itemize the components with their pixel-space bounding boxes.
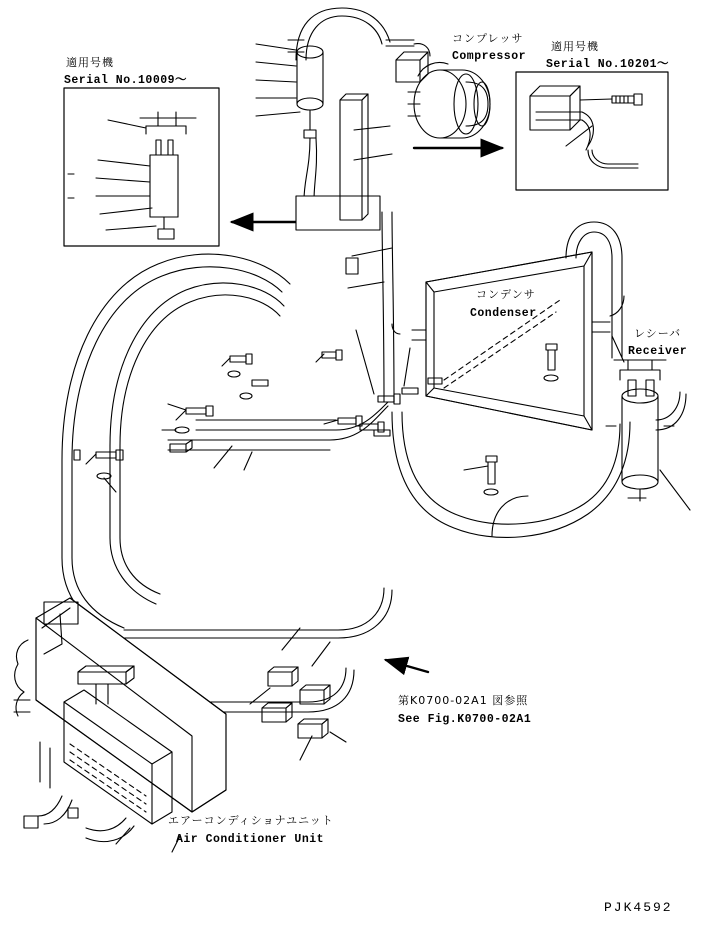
inset-right-box <box>516 72 668 190</box>
compressor-label-en: Compressor <box>452 50 527 63</box>
ac-unit-label-en: Air Conditioner Unit <box>176 833 325 846</box>
inset-left-box <box>64 88 219 246</box>
see-fig-label-jp: 第K0700-02A1 図参照 <box>398 694 529 707</box>
condenser-label-jp: コンデンサ <box>476 288 536 301</box>
inset-right-heading-en: Serial No.10201〜 <box>546 58 670 71</box>
condenser-label-en: Condenser <box>470 307 537 320</box>
condenser <box>392 252 624 430</box>
upper-hose-assembly <box>256 8 390 200</box>
receiver-label-en: Receiver <box>628 345 688 358</box>
receiver-label-jp: レシーバ <box>634 327 682 340</box>
compressor-label-jp: コンプレッサ <box>452 32 524 45</box>
inset-left-heading-en: Serial No.10009〜 <box>64 74 188 87</box>
see-fig-label-en: See Fig.K0700-02A1 <box>398 713 532 726</box>
ac-unit-label-jp: エアーコンディショナユニット <box>168 814 334 827</box>
drawing-number: PJK4592 <box>604 900 673 915</box>
inset-right-heading-jp: 適用号機 <box>551 40 599 53</box>
inset-left-heading-jp: 適用号機 <box>66 56 114 69</box>
receiver-tank <box>606 336 690 510</box>
